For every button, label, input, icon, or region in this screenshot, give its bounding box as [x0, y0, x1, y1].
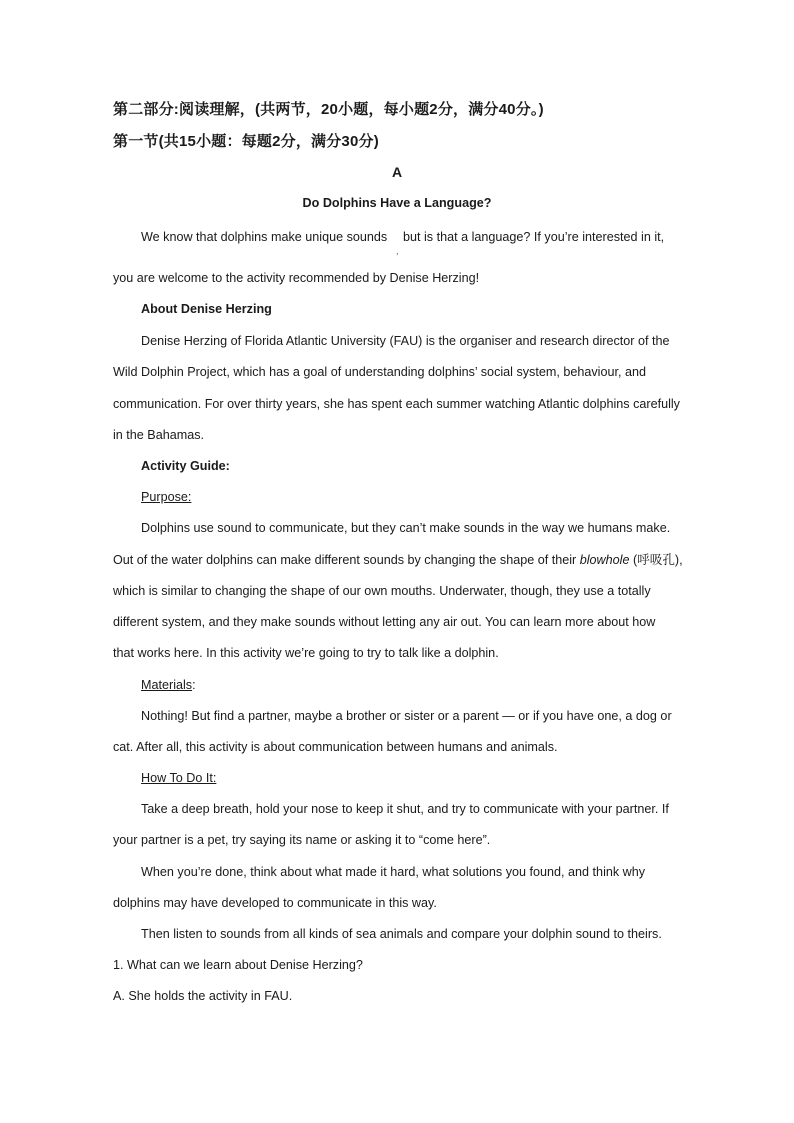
question-stem: 1. What can we learn about Denise Herzing?: [113, 958, 363, 972]
about-line-4: in the Bahamas.: [113, 428, 205, 442]
howto-heading: How To Do It:: [141, 771, 217, 785]
purpose-line-1: Dolphins use sound to communicate, but they can’t make sounds in the way we humans make.: [141, 521, 671, 535]
passage-title: Do Dolphins Have a Language?: [302, 196, 492, 210]
howto-line-4: dolphins may have developed to communicate in this way.: [113, 896, 437, 910]
section-heading: 第一节(共15小题：每题2分，满分30分): [113, 133, 379, 150]
purpose-line-5: that works here. In this activity we’re going to try to talk like a dolphin.: [113, 646, 499, 660]
howto-line-1: Take a deep breath, hold your nose to keep it shut, and try to communicate with your partner. If: [141, 802, 669, 816]
materials-line-2: cat. After all, this activity is about communication between humans and animals.: [113, 740, 558, 754]
about-line-2: Wild Dolphin Project, which has a goal of understanding dolphins’ social system, behaviour, and: [113, 365, 646, 379]
comma-mark: ,: [396, 246, 399, 256]
howto-line-3: When you’re done, think about what made it hard, what solutions you found, and think why: [141, 865, 646, 879]
purpose-line-4: different system, and they make sounds without letting any air out. You can learn more about how: [113, 615, 656, 629]
intro-line-2: you are welcome to the activity recommended by Denise Herzing!: [113, 271, 480, 285]
purpose-line-2-post: (呼吸孔),: [629, 553, 683, 567]
materials-heading-row: [141, 676, 196, 694]
passage-letter: A: [391, 164, 403, 180]
materials-line-1: Nothing! But find a partner, maybe a brother or sister or a parent — or if you have one, a dog or: [141, 709, 672, 723]
materials-colon: :: [192, 678, 196, 692]
about-line-3: communication. For over thirty years, she has spent each summer watching Atlantic dolphins carefully: [113, 397, 680, 411]
intro-line-1a: We know that dolphins make unique sounds: [141, 230, 388, 244]
materials-heading: Materials: [141, 678, 193, 692]
part-heading: 第二部分:阅读理解，(共两节，20小题，每小题2分，满分40分。): [113, 101, 544, 118]
purpose-heading: Purpose:: [141, 490, 192, 504]
purpose-line-3: which is similar to changing the shape of our own mouths. Underwater, though, they use a totally: [113, 584, 651, 598]
purpose-line-2: [113, 551, 713, 569]
about-line-1: Denise Herzing of Florida Atlantic University (FAU) is the organiser and research director of the: [141, 334, 670, 348]
blowhole-term: blowhole: [579, 553, 630, 567]
intro-line-1b: but is that a language? If you’re interested in it,: [403, 230, 665, 244]
activity-guide-heading: Activity Guide:: [141, 459, 230, 473]
about-heading: About Denise Herzing: [141, 302, 272, 316]
howto-line-2: your partner is a pet, try saying its name or asking it to “come here”.: [113, 833, 491, 847]
purpose-line-2-pre: Out of the water dolphins can make different sounds by changing the shape of their: [113, 553, 580, 567]
howto-line-5: Then listen to sounds from all kinds of sea animals and compare your dolphin sound to theirs.: [141, 927, 662, 941]
question-option-a: A. She holds the activity in FAU.: [113, 989, 293, 1003]
